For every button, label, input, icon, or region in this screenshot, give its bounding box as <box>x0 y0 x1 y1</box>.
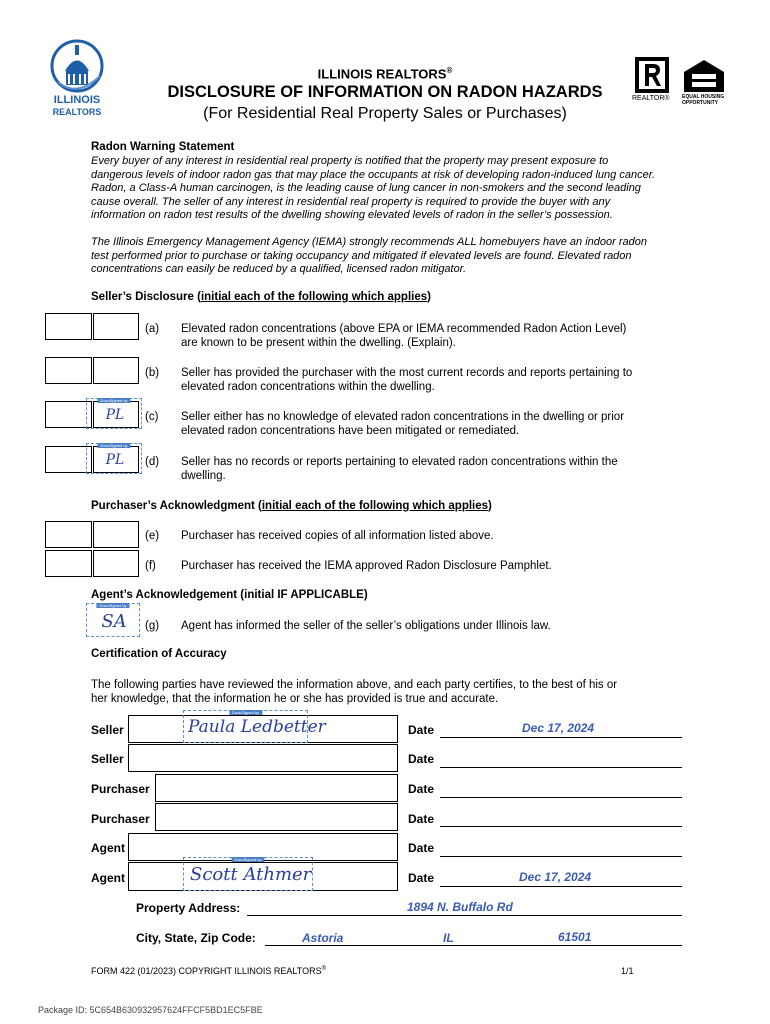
item-text-c: Seller either has no knowledge of elevated radon concentrations in the dwelling or prior elevated radon concentrations have been mitigated or remediated. <box>181 411 625 437</box>
initial-c-signature: PL <box>105 407 125 423</box>
purchaser-label-1: Purchaser <box>91 782 150 796</box>
seller-date-label-2: Date <box>408 752 435 766</box>
seller-disclosure-heading: Seller’s Disclosure (initial each of the following which applies) <box>91 291 431 303</box>
agent-label-1: Agent <box>91 841 125 855</box>
certification-heading: Certification of Accuracy <box>91 648 227 660</box>
property-address-line[interactable] <box>247 915 682 916</box>
initial-d-signature: PL <box>105 452 125 468</box>
item-text-g: Agent has informed the seller of the seller’s obligations under Illinois law. <box>181 620 551 632</box>
initial-g-signature: SA <box>101 611 127 632</box>
city-value: Astoria <box>302 931 344 945</box>
purchaser-date-label-1: Date <box>408 782 435 796</box>
seller-date-value-1: Dec 17, 2024 <box>522 721 595 735</box>
certification-text: The following parties have reviewed the information above, and each party certifies, to the best of his or her knowledge, that the information he or she has provided is true and accurate. <box>91 679 618 705</box>
eho-label: EQUAL HOUSING OPPORTUNITY <box>682 94 725 106</box>
seller-date-label-1: Date <box>408 723 435 737</box>
seller-date-line-1[interactable] <box>440 737 682 738</box>
seller-initial-box-b1[interactable] <box>45 357 92 384</box>
seller-signature-1: Paula Ledbetter <box>188 717 326 737</box>
agent-signature-2: Scott Athmer <box>190 864 312 885</box>
org-name: ILLINOIS REALTORS® <box>317 66 453 82</box>
item-letter-d: (d) <box>145 456 160 468</box>
warning-heading: Radon Warning Statement <box>91 141 235 153</box>
zip-value: 61501 <box>558 930 592 944</box>
logo-brand-line2: REALTORS <box>52 107 102 117</box>
property-address-label: Property Address: <box>136 901 241 915</box>
realtor-mark-label: REALTOR® <box>632 95 670 102</box>
purchaser-date-line-2[interactable] <box>440 826 682 827</box>
purchaser-date-line-1[interactable] <box>440 797 682 798</box>
purchaser-initial-box-f2[interactable] <box>93 550 139 577</box>
equal-housing-icon <box>682 58 726 94</box>
state-value: IL <box>443 931 454 945</box>
seller-initial-box-b2[interactable] <box>93 357 139 384</box>
item-text-e: Purchaser has received copies of all information listed above. <box>181 530 494 542</box>
seller-label-1: Seller <box>91 723 124 737</box>
seller-initial-box-a2[interactable] <box>93 313 139 340</box>
warning-text: Every buyer of any interest in residential real property is notified that the property may present exposure to dangerous levels of indoor radon gas that may place the occupants at risk of developing radon-induced lung cancer. Radon, a Class-A human carcinogen, is the leading cause of lung cancer in non-smokers and the second leading cause overall. The seller of any interest in residential real property is required to provide the buyer with any information on radon test results of the dwelling showing elevated levels of radon in the seller’s possession. <box>91 155 656 221</box>
page-subtitle: (For Residential Real Property Sales or Purchases) <box>203 105 567 122</box>
purchaser-label-2: Purchaser <box>91 812 150 826</box>
purchaser-initial-box-e2[interactable] <box>93 521 139 548</box>
city-state-zip-label: City, State, Zip Code: <box>136 931 256 945</box>
item-letter-b: (b) <box>145 367 160 379</box>
item-text-a: Elevated radon concentrations (above EPA or IEMA recommended Radon Action Level) are known to be present within the dwelling. (Explain). <box>181 323 627 349</box>
seller-label-2: Seller <box>91 752 124 766</box>
city-state-zip-line[interactable] <box>265 945 682 946</box>
item-letter-f: (f) <box>145 560 156 572</box>
agent-label-2: Agent <box>91 871 125 885</box>
agent-initial-stamp-g[interactable]: DocuSigned by SA <box>86 603 140 637</box>
purchaser-signature-field-2[interactable] <box>155 803 398 831</box>
property-address-value: 1894 N. Buffalo Rd <box>407 900 513 914</box>
page-title: DISCLOSURE OF INFORMATION ON RADON HAZARDS <box>167 83 603 101</box>
purchaser-ack-heading: Purchaser’s Acknowledgment (initial each of the following which applies) <box>91 500 492 512</box>
purchaser-date-label-2: Date <box>408 812 435 826</box>
purchaser-initial-box-f1[interactable] <box>45 550 92 577</box>
agent-ack-heading: Agent’s Acknowledgement (initial IF APPLICABLE) <box>91 589 368 601</box>
agent-date-line-1[interactable] <box>440 856 682 857</box>
purchaser-signature-field-1[interactable] <box>155 774 398 802</box>
seller-initial-box-c1[interactable] <box>45 401 92 428</box>
logo-brand-line1: ILLINOIS <box>53 94 101 106</box>
seller-initial-stamp-d[interactable]: DocuSigned by PL <box>86 443 142 474</box>
seller-signature-stamp-1[interactable]: DocuSigned by Paula Ledbetter <box>183 710 308 743</box>
seller-date-line-2[interactable] <box>440 767 682 768</box>
item-letter-e: (e) <box>145 530 160 542</box>
seller-signature-field-2[interactable] <box>128 744 398 772</box>
item-letter-a: (a) <box>145 323 160 335</box>
form-copyright: FORM 422 (01/2023) COPYRIGHT ILLINOIS REALTORS® <box>91 966 326 976</box>
seller-initial-stamp-c[interactable]: DocuSigned by PL <box>86 398 142 429</box>
item-letter-c: (c) <box>145 411 159 423</box>
agent-date-line-2[interactable] <box>440 886 682 887</box>
agent-date-label-2: Date <box>408 871 435 885</box>
item-letter-g: (g) <box>145 620 160 632</box>
iema-text: The Illinois Emergency Management Agency (IEMA) strongly recommends ALL homebuyers have an indoor radon test performed prior to purchase or taking occupancy and mitigated if elevated levels are found. Elevated radon concentrations can easily be reduced by a qualified, licensed radon mitigator. <box>91 236 647 275</box>
realtor-r-icon <box>632 56 672 94</box>
seller-initial-box-a1[interactable] <box>45 313 92 340</box>
seller-initial-box-d1[interactable] <box>45 446 92 473</box>
agent-date-value-2: Dec 17, 2024 <box>519 870 592 884</box>
purchaser-initial-box-e1[interactable] <box>45 521 92 548</box>
page-number: 1/1 <box>621 966 634 976</box>
item-text-f: Purchaser has received the IEMA approved Radon Disclosure Pamphlet. <box>181 560 552 572</box>
package-id: Package ID: 5C654B630932957624FFCF5BD1EC5FBE <box>38 1005 263 1015</box>
realtor-eho-logos <box>632 56 730 106</box>
agent-signature-stamp-2[interactable]: DocuSigned by Scott Athmer <box>183 857 313 891</box>
item-text-b: Seller has provided the purchaser with the most current records and reports pertaining to elevated radon concentrations within the dwelling. <box>181 367 633 393</box>
item-text-d: Seller has no records or reports pertaining to elevated radon concentrations within the dwelling. <box>181 456 618 482</box>
agent-date-label-1: Date <box>408 841 435 855</box>
